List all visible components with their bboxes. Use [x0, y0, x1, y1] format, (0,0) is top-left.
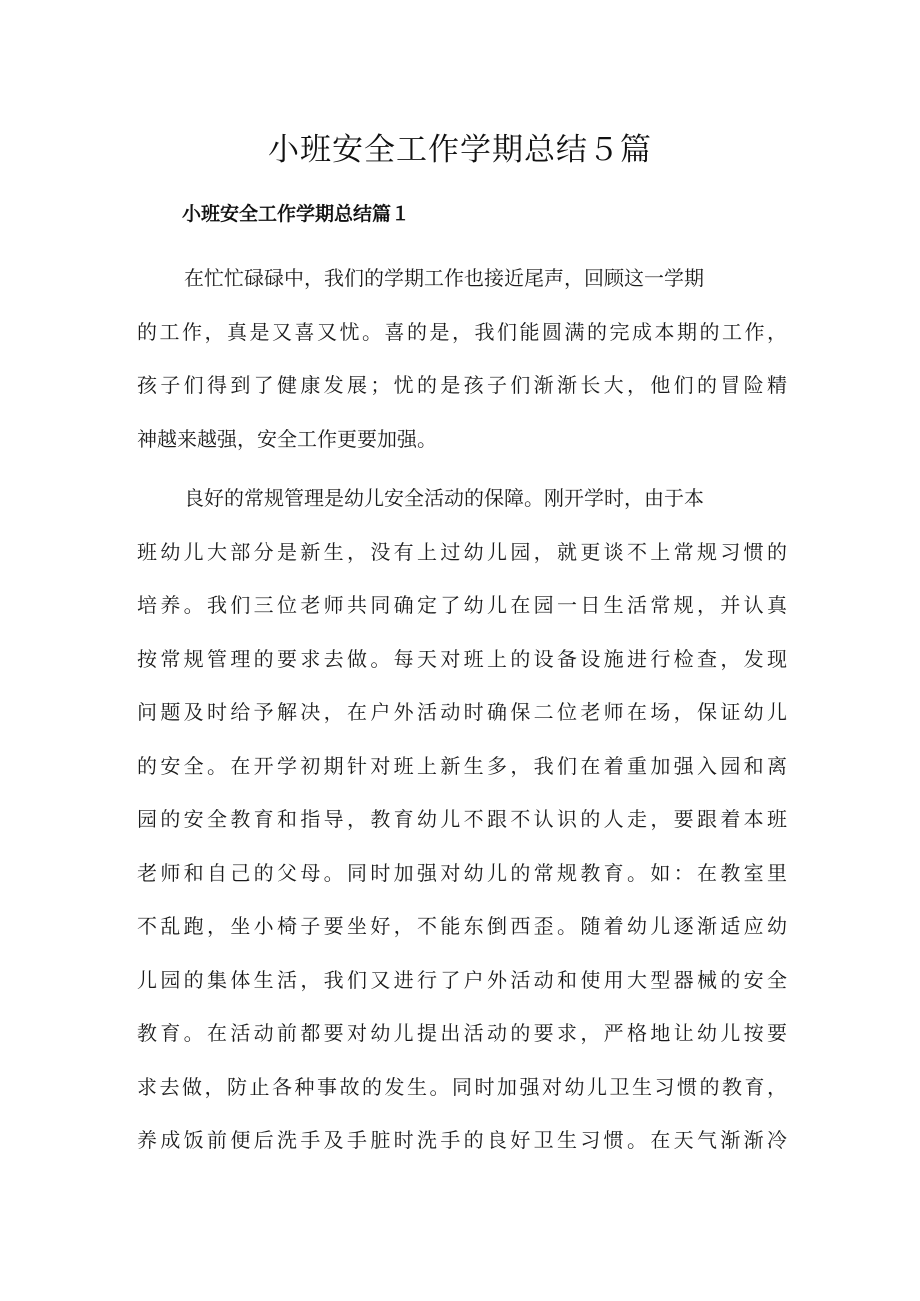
- paragraph-line: 老师和自己的父母。同时加强对幼儿的常规教育。如：在教室里: [137, 860, 787, 885]
- paragraph-line: 培养。我们三位老师共同确定了幼儿在园一日生活常规，并认真: [137, 593, 787, 617]
- document-title: 小班安全工作学期总结５篇: [268, 132, 652, 168]
- paragraph-line: 班幼儿大部分是新生，没有上过幼儿园，就更谈不上常规习惯的: [137, 539, 787, 564]
- paragraph-line: 问题及时给予解决，在户外活动时确保二位老师在场，保证幼儿: [137, 700, 787, 724]
- paragraph: [137, 252, 787, 466]
- paragraph-line: 孩子们得到了健康发展；忧的是孩子们渐渐长大，他们的冒险精: [137, 373, 787, 397]
- paragraph-line: 养成饭前便后洗手及手脏时洗手的良好卫生习惯。在天气渐渐冷: [137, 1128, 787, 1152]
- paragraph-line: 在忙忙碌碌中，我们的学期工作也接近尾声，回顾这一学期: [184, 266, 704, 290]
- section-heading: 小班安全工作学期总结篇１: [182, 203, 411, 225]
- paragraph-line: 儿园的集体生活，我们又进行了户外活动和使用大型器械的安全: [137, 967, 787, 992]
- paragraph-line: 的安全。在开学初期针对班上新生多，我们在着重加强入园和离: [137, 753, 787, 778]
- paragraph-line: 园的安全教育和指导，教育幼儿不跟不认识的人走，要跟着本班: [137, 807, 787, 831]
- paragraph-line: 教育。在活动前都要对幼儿提出活动的要求，严格地让幼儿按要: [137, 1021, 787, 1045]
- paragraph-line: 神越来越强，安全工作更要加强。: [137, 426, 437, 451]
- paragraph-line: 良好的常规管理是幼儿安全活动的保障。刚开学时，由于本: [184, 486, 704, 510]
- paragraph: [137, 472, 787, 1168]
- paragraph-line: 求去做，防止各种事故的发生。同时加强对幼儿卫生习惯的教育，: [137, 1074, 787, 1099]
- paragraph-line: 按常规管理的要求去做。每天对班上的设备设施进行检查，发现: [137, 646, 787, 671]
- paragraph-line: 不乱跑，坐小椅子要坐好，不能东倒西歪。随着幼儿逐渐适应幼: [137, 914, 787, 938]
- paragraph-line: 的工作，真是又喜又忧。喜的是，我们能圆满的完成本期的工作，: [137, 319, 787, 344]
